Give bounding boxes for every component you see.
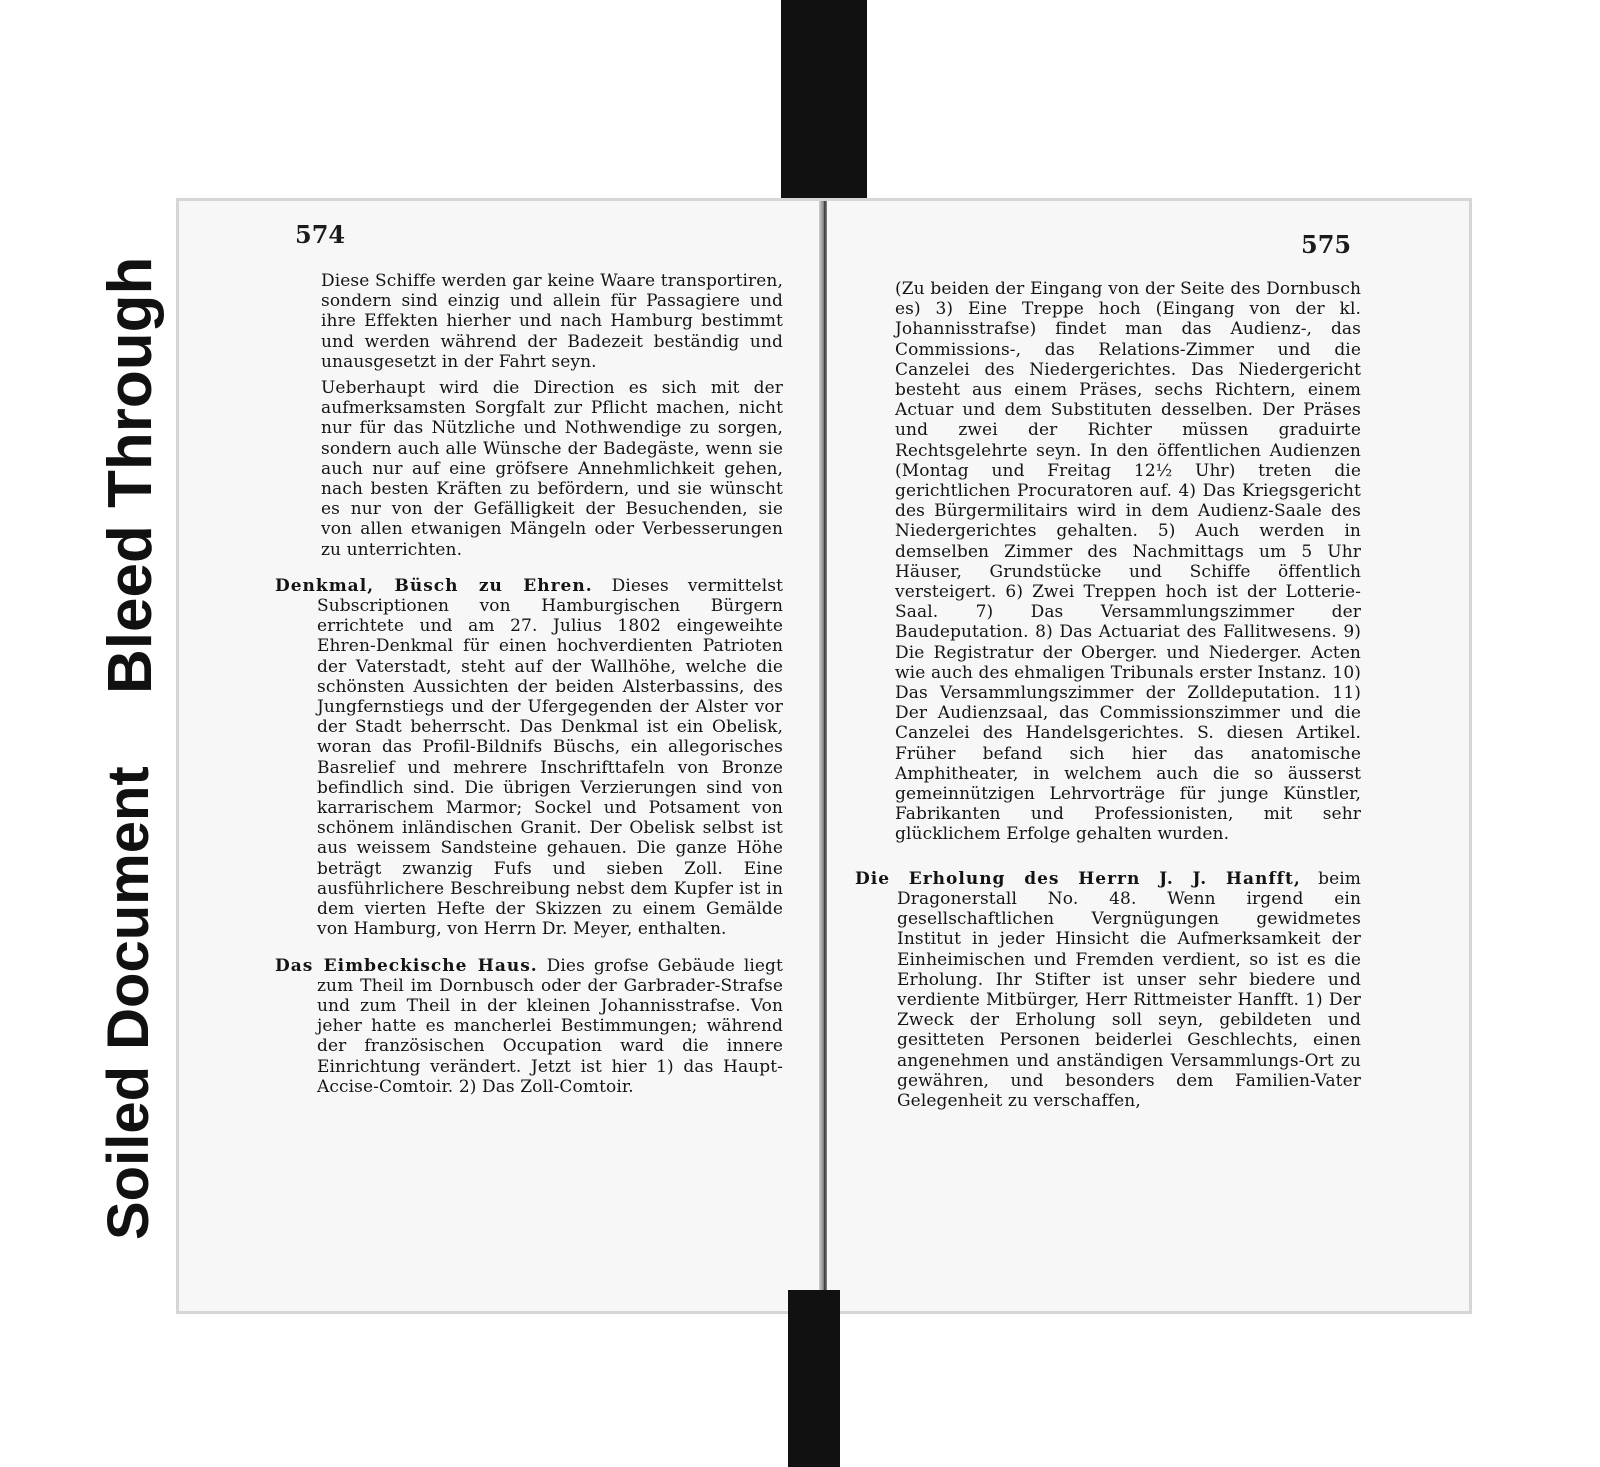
entry-erholung-text: beim Dragonerstall No. 48. Wenn irgend ein gesellschaftlichen Vergnügungen gewidmetes Institut in jeder Hinsicht die Aufmerksamkeit der Einheimischen und Fremden verdient, so ist es die Erholung. Ihr Stifter ist unser sehr biedere und verdiente Mitbürger, Herr Rittmeister Hanfft. 1) Der Zweck der Erholung soll seyn, gebildeten und gesitteten Personen beiderlei Geschlechts, einen angenehmen und anständigen Versammlungs-Ort zu gewähren, und besonders dem Familien-Vater Gelegenheit zu verschaffen, — [897, 868, 1361, 1111]
bleed-through-label-box — [85, 228, 187, 706]
right-page-text — [855, 279, 1361, 1117]
entry-eimbeckisches-haus-text: Dies grofse Gebäude liegt zum Theil im Dornbusch oder der Garbrader-Strafse und zum Theil in der kleinen Johannisstrafse. Von jeher hatte es mancherlei Bestimmungen; während der französischen Occupation ward die innere Einrichtung verändert. Jetzt ist hier 1) das Haupt-Accise-Comtoir. 2) Das Zoll-Comtoir. — [317, 955, 783, 1097]
binding-clip-top — [781, 0, 867, 198]
entry-eimbeckisches-haus-heading: Das Eimbeckische Haus. — [275, 955, 538, 976]
page-number-left: 574 — [295, 220, 346, 249]
binding-clip-bottom — [788, 1290, 840, 1467]
left-page — [179, 201, 821, 1311]
book-spread — [176, 198, 1472, 1314]
paragraph-direction: Ueberhaupt wird die Direction es sich mit der aufmerksamsten Sorgfalt zur Pflicht machen, nicht nur für das Nützliche und Nothwendige zu sorgen, sondern auch alle Wünsche der Badegäste, wenn sie auch nur auf eine gröfsere Annehmlichkeit gehen, nach besten Kräften zu befördern, und sie wünscht es nur von der Gefälligkeit der Besuchenden, sie von allen etwanigen Mängeln oder Verbesserungen zu unterrichten. — [321, 378, 783, 560]
bleed-through-label: Bleed Through — [96, 256, 165, 694]
entry-denkmal-text: Dieses vermittelst Subscriptionen von Hamburgischen Bürgern errichtete und am 27. Julius 1802 eingeweihte Ehren-Denkmal für einen hochverdienten Patrioten der Vaterstadt, steht auf der Wallhöhe, welche die schönsten Aussichten der beiden Alsterbassins, des Jungfernstiegs und der Ufergegenden der Alster vor der Stadt beherrscht. Das Denkmal ist ein Obelisk, woran das Profil-Bildnifs Büschs, ein allegorisches Basrelief und mehrere Inschrifttafeln von Bronze befindlich sind. Die übrigen Verzierungen sind von karrarischem Marmor; Sockel und Potsament von schönem inländischen Granit. Der Obelisk selbst ist aus weissem Sandsteine gehauen. Die ganze Höhe beträgt zwanzig Fufs und sieben Zoll. Eine ausführlichere Beschreibung nebst dem Kupfer ist in dem vierten Hefte der Skizzen zu einem Gemälde von Hamburg, von Herrn Dr. Meyer, enthalten. — [317, 575, 783, 940]
entry-erholung — [855, 869, 1361, 1111]
paragraph-ships: Diese Schiffe werden gar keine Waare transportiren, sondern sind einzig und allein für Passagiere und ihre Effekten hierher und nach Hamburg bestimmt und werden während der Badezeit beständig und unausgesetzt in der Fahrt seyn. — [321, 271, 783, 372]
entry-denkmal — [275, 576, 783, 940]
entry-eimbeckisches-haus — [275, 956, 783, 1097]
entry-denkmal-heading: Denkmal, Büsch zu Ehren. — [275, 575, 593, 596]
soiled-document-label: Soiled Document — [96, 766, 161, 1240]
paragraph-niedergericht: (Zu beiden der Eingang von der Seite des Dornbusch es) 3) Eine Treppe hoch (Eingang von der kl. Johannisstrafse) findet man das Audienz-, das Commissions-, das Relations-Zimmer und die Canzelei des Niedergerichtes. Das Niedergericht besteht aus einem Präses, sechs Richtern, einem Actuar und dem Substituten desselben. Der Präses und zwei der Richter müssen graduirte Rechtsgelehrte seyn. In den öffentlichen Audienzen (Montag und Freitag 12½ Uhr) treten die gerichtlichen Procuratoren auf. 4) Das Kriegsgericht des Bürgermilitairs wird in dem Audienz-Saale des Niedergerichtes gehalten. 5) Auch werden in demselben Zimmer des Nachmittags um 5 Uhr Häuser, Grundstücke und Schiffe öffentlich versteigert. 6) Zwei Treppen hoch ist der Lotterie-Saal. 7) Das Versammlungszimmer der Baudeputation. 8) Das Actuariat des Fallitwesens. 9) Die Registratur der Oberger. und Niederger. Acten wie auch des ehmaligen Tribunals erster Instanz. 10) Das Versammlungszimmer der Zolldeputation. 11) Der Audienzsaal, das Commissionszimmer und die Canzelei des Handelsgerichtes. S. diesen Artikel. Früher befand sich hier das anatomische Amphitheater, in welchem auch die so äusserst gemeinnützigen Lehrvorträge für junge Künstler, Fabrikanten und Professionisten, mit sehr glücklichem Erfolge gehalten wurden. — [895, 279, 1361, 845]
entry-erholung-heading: Die Erholung des Herrn J. J. Hanfft, — [855, 868, 1301, 889]
soiled-document-label-box — [85, 726, 187, 1258]
page-number-right: 575 — [1301, 230, 1352, 259]
left-page-text — [275, 271, 783, 1103]
side-label-strip — [0, 0, 190, 1467]
right-page — [827, 201, 1469, 1311]
